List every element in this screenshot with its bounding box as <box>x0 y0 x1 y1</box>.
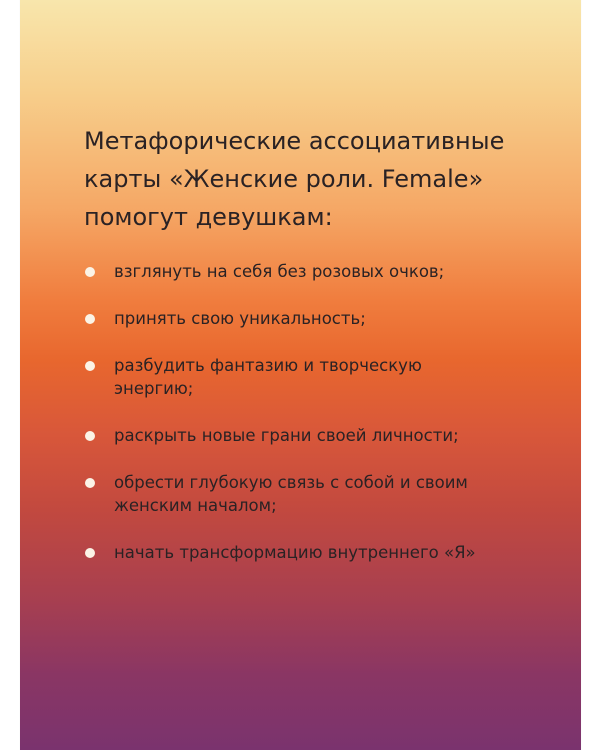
gradient-card <box>20 0 581 750</box>
list-item <box>82 307 552 330</box>
list-item <box>82 471 552 517</box>
bullet-dot-icon <box>85 548 95 558</box>
benefits-list <box>82 260 552 588</box>
list-item-text: взглянуть на себя без розовых очков; <box>114 262 445 281</box>
title-line: Метафорические ассоциативные <box>84 127 505 155</box>
list-item-text: обрести глубокую связь с собой и своим женским началом; <box>114 473 468 515</box>
bullet-dot-icon <box>85 267 95 277</box>
bullet-dot-icon <box>85 431 95 441</box>
list-item-text: принять свою уникальность; <box>114 309 366 328</box>
list-item-text: разбудить фантазию и творческую энергию; <box>114 356 422 398</box>
title-line: карты «Женские роли. Female» <box>84 165 484 193</box>
list-item <box>82 541 552 564</box>
bullet-dot-icon <box>85 361 95 371</box>
bullet-dot-icon <box>85 478 95 488</box>
list-item <box>82 260 552 283</box>
page-title <box>84 122 554 236</box>
list-item-text: раскрыть новые грани своей личности; <box>114 426 459 445</box>
list-item <box>82 424 552 447</box>
title-line: помогут девушкам: <box>84 203 333 231</box>
list-item <box>82 354 552 400</box>
list-item-text: начать трансформацию внутреннего «Я» <box>114 543 476 562</box>
bullet-dot-icon <box>85 314 95 324</box>
